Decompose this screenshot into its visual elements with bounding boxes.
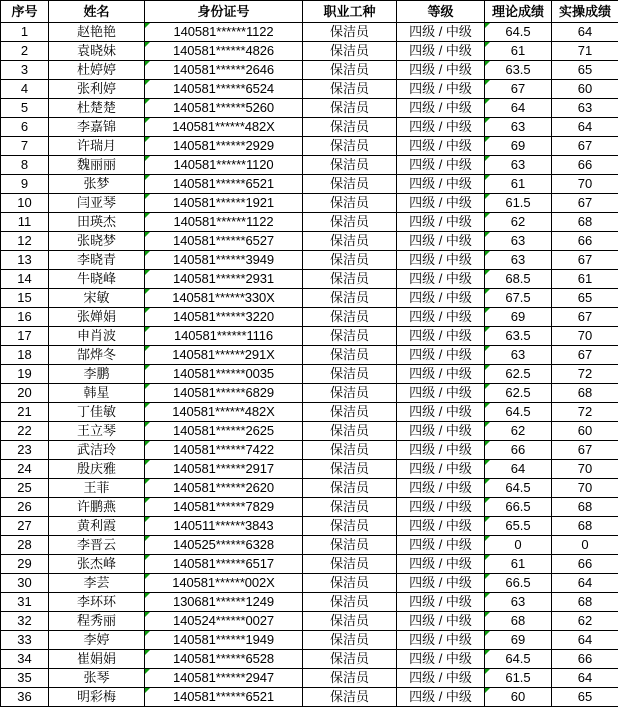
cell-level: 四级 / 中级 [397, 555, 485, 574]
cell-practice: 70 [552, 479, 618, 498]
cell-job: 保洁员 [303, 327, 397, 346]
cell-theory: 63 [485, 156, 552, 175]
cell-level: 四级 / 中级 [397, 23, 485, 42]
cell-practice: 64 [552, 574, 618, 593]
cell-id: 140581******6521 [145, 688, 303, 707]
cell-level: 四级 / 中级 [397, 118, 485, 137]
cell-seq: 6 [1, 118, 49, 137]
cell-job: 保洁员 [303, 23, 397, 42]
cell-seq: 18 [1, 346, 49, 365]
cell-job: 保洁员 [303, 213, 397, 232]
cell-id: 140581******1122 [145, 213, 303, 232]
cell-job: 保洁员 [303, 99, 397, 118]
cell-id: 140581******1921 [145, 194, 303, 213]
cell-id: 140511******3843 [145, 517, 303, 536]
cell-theory: 63 [485, 118, 552, 137]
cell-seq: 2 [1, 42, 49, 61]
cell-theory: 69 [485, 308, 552, 327]
cell-practice: 65 [552, 289, 618, 308]
cell-practice: 68 [552, 384, 618, 403]
cell-practice: 68 [552, 593, 618, 612]
cell-theory: 66.5 [485, 498, 552, 517]
cell-job: 保洁员 [303, 308, 397, 327]
cell-theory: 61.5 [485, 669, 552, 688]
cell-name: 李婷 [49, 631, 145, 650]
cell-seq: 24 [1, 460, 49, 479]
cell-id: 140581******2947 [145, 669, 303, 688]
cell-job: 保洁员 [303, 61, 397, 80]
cell-theory: 63 [485, 251, 552, 270]
cell-job: 保洁员 [303, 80, 397, 99]
cell-name: 张晓梦 [49, 232, 145, 251]
cell-level: 四级 / 中级 [397, 327, 485, 346]
cell-name: 张婵娟 [49, 308, 145, 327]
table-row [1, 118, 618, 137]
cell-seq: 14 [1, 270, 49, 289]
cell-theory: 64.5 [485, 403, 552, 422]
cell-level: 四级 / 中级 [397, 650, 485, 669]
cell-seq: 29 [1, 555, 49, 574]
cell-level: 四级 / 中级 [397, 365, 485, 384]
table-row [1, 460, 618, 479]
cell-name: 杜婷婷 [49, 61, 145, 80]
cell-seq: 32 [1, 612, 49, 631]
cell-seq: 35 [1, 669, 49, 688]
cell-practice: 61 [552, 270, 618, 289]
cell-theory: 62.5 [485, 384, 552, 403]
cell-level: 四级 / 中级 [397, 99, 485, 118]
cell-job: 保洁员 [303, 194, 397, 213]
cell-practice: 67 [552, 308, 618, 327]
cell-name: 李芸 [49, 574, 145, 593]
table-row [1, 327, 618, 346]
cell-job: 保洁员 [303, 479, 397, 498]
cell-practice: 66 [552, 555, 618, 574]
cell-job: 保洁员 [303, 137, 397, 156]
cell-level: 四级 / 中级 [397, 631, 485, 650]
cell-theory: 62.5 [485, 365, 552, 384]
table-row [1, 555, 618, 574]
cell-id: 140581******2931 [145, 270, 303, 289]
cell-name: 许瑞月 [49, 137, 145, 156]
cell-practice: 72 [552, 365, 618, 384]
cell-theory: 66.5 [485, 574, 552, 593]
cell-id: 140581******2929 [145, 137, 303, 156]
cell-theory: 63 [485, 593, 552, 612]
cell-theory: 66 [485, 441, 552, 460]
cell-name: 明彩梅 [49, 688, 145, 707]
cell-id: 140524******0027 [145, 612, 303, 631]
cell-name: 宋敏 [49, 289, 145, 308]
cell-practice: 68 [552, 498, 618, 517]
cell-practice: 65 [552, 688, 618, 707]
cell-practice: 0 [552, 536, 618, 555]
cell-seq: 8 [1, 156, 49, 175]
cell-job: 保洁员 [303, 650, 397, 669]
cell-name: 丁佳敏 [49, 403, 145, 422]
cell-job: 保洁员 [303, 498, 397, 517]
cell-name: 王立琴 [49, 422, 145, 441]
cell-name: 魏丽丽 [49, 156, 145, 175]
cell-practice: 66 [552, 650, 618, 669]
cell-name: 袁晓妹 [49, 42, 145, 61]
cell-id: 140581******2646 [145, 61, 303, 80]
cell-job: 保洁员 [303, 574, 397, 593]
cell-practice: 72 [552, 403, 618, 422]
cell-level: 四级 / 中级 [397, 384, 485, 403]
cell-practice: 64 [552, 23, 618, 42]
cell-seq: 25 [1, 479, 49, 498]
cell-seq: 15 [1, 289, 49, 308]
cell-name: 崔娟娟 [49, 650, 145, 669]
cell-job: 保洁员 [303, 688, 397, 707]
cell-name: 张利婷 [49, 80, 145, 99]
cell-practice: 70 [552, 175, 618, 194]
table-row [1, 441, 618, 460]
table-row [1, 289, 618, 308]
cell-level: 四级 / 中级 [397, 270, 485, 289]
cell-theory: 0 [485, 536, 552, 555]
cell-level: 四级 / 中级 [397, 574, 485, 593]
table-row [1, 194, 618, 213]
cell-level: 四级 / 中级 [397, 42, 485, 61]
cell-id: 140581******0035 [145, 365, 303, 384]
cell-job: 保洁员 [303, 270, 397, 289]
table-row [1, 669, 618, 688]
cell-id: 140581******330X [145, 289, 303, 308]
cell-seq: 13 [1, 251, 49, 270]
table-row [1, 479, 618, 498]
cell-level: 四级 / 中级 [397, 137, 485, 156]
cell-job: 保洁员 [303, 441, 397, 460]
cell-id: 140581******1122 [145, 23, 303, 42]
table-row [1, 251, 618, 270]
cell-id: 140581******4826 [145, 42, 303, 61]
cell-level: 四级 / 中级 [397, 669, 485, 688]
cell-name: 许鹏燕 [49, 498, 145, 517]
cell-job: 保洁员 [303, 365, 397, 384]
cell-practice: 67 [552, 441, 618, 460]
cell-job: 保洁员 [303, 118, 397, 137]
table-row [1, 61, 618, 80]
cell-level: 四级 / 中级 [397, 479, 485, 498]
cell-id: 140581******6517 [145, 555, 303, 574]
cell-practice: 64 [552, 669, 618, 688]
cell-name: 张杰峰 [49, 555, 145, 574]
cell-practice: 71 [552, 42, 618, 61]
cell-id: 140581******2625 [145, 422, 303, 441]
cell-job: 保洁员 [303, 422, 397, 441]
cell-id: 130681******1249 [145, 593, 303, 612]
column-header-practice: 实操成绩 [552, 1, 618, 23]
cell-level: 四级 / 中级 [397, 593, 485, 612]
table-row [1, 23, 618, 42]
column-header-level: 等级 [397, 1, 485, 23]
cell-name: 程秀丽 [49, 612, 145, 631]
cell-id: 140581******1116 [145, 327, 303, 346]
cell-theory: 61 [485, 42, 552, 61]
table-row [1, 270, 618, 289]
column-header-id: 身份证号 [145, 1, 303, 23]
cell-name: 黄利霞 [49, 517, 145, 536]
cell-id: 140581******3220 [145, 308, 303, 327]
cell-practice: 67 [552, 137, 618, 156]
column-header-theory: 理论成绩 [485, 1, 552, 23]
cell-theory: 69 [485, 137, 552, 156]
table-row [1, 384, 618, 403]
table-row [1, 403, 618, 422]
table-row [1, 80, 618, 99]
cell-theory: 64 [485, 460, 552, 479]
cell-name: 李晓青 [49, 251, 145, 270]
cell-level: 四级 / 中级 [397, 156, 485, 175]
cell-job: 保洁员 [303, 612, 397, 631]
cell-name: 郜烨冬 [49, 346, 145, 365]
cell-theory: 68 [485, 612, 552, 631]
table-row [1, 422, 618, 441]
table-row [1, 650, 618, 669]
cell-job: 保洁员 [303, 403, 397, 422]
cell-practice: 65 [552, 61, 618, 80]
cell-name: 王菲 [49, 479, 145, 498]
cell-seq: 4 [1, 80, 49, 99]
cell-seq: 26 [1, 498, 49, 517]
cell-seq: 28 [1, 536, 49, 555]
cell-name: 殷庆雅 [49, 460, 145, 479]
cell-theory: 61.5 [485, 194, 552, 213]
cell-job: 保洁员 [303, 593, 397, 612]
cell-practice: 66 [552, 156, 618, 175]
table-row [1, 517, 618, 536]
cell-theory: 68.5 [485, 270, 552, 289]
cell-job: 保洁员 [303, 555, 397, 574]
cell-theory: 69 [485, 631, 552, 650]
cell-name: 申肖波 [49, 327, 145, 346]
cell-id: 140581******7829 [145, 498, 303, 517]
cell-practice: 64 [552, 631, 618, 650]
cell-level: 四级 / 中级 [397, 688, 485, 707]
cell-job: 保洁员 [303, 346, 397, 365]
column-header-job: 职业工种 [303, 1, 397, 23]
cell-practice: 67 [552, 346, 618, 365]
cell-seq: 16 [1, 308, 49, 327]
cell-job: 保洁员 [303, 156, 397, 175]
cell-name: 李嘉锦 [49, 118, 145, 137]
cell-id: 140581******6521 [145, 175, 303, 194]
cell-level: 四级 / 中级 [397, 213, 485, 232]
table-row [1, 137, 618, 156]
cell-id: 140525******6328 [145, 536, 303, 555]
cell-name: 田瑛杰 [49, 213, 145, 232]
cell-level: 四级 / 中级 [397, 251, 485, 270]
cell-seq: 10 [1, 194, 49, 213]
cell-id: 140581******482X [145, 118, 303, 137]
cell-id: 140581******291X [145, 346, 303, 365]
cell-name: 李环环 [49, 593, 145, 612]
cell-level: 四级 / 中级 [397, 403, 485, 422]
cell-practice: 60 [552, 80, 618, 99]
cell-seq: 17 [1, 327, 49, 346]
cell-theory: 63.5 [485, 327, 552, 346]
cell-practice: 67 [552, 194, 618, 213]
table-row [1, 612, 618, 631]
cell-practice: 67 [552, 251, 618, 270]
cell-theory: 63 [485, 346, 552, 365]
cell-practice: 63 [552, 99, 618, 118]
cell-name: 张梦 [49, 175, 145, 194]
cell-job: 保洁员 [303, 669, 397, 688]
cell-theory: 63.5 [485, 61, 552, 80]
cell-level: 四级 / 中级 [397, 346, 485, 365]
cell-job: 保洁员 [303, 536, 397, 555]
cell-id: 140581******1949 [145, 631, 303, 650]
cell-seq: 9 [1, 175, 49, 194]
cell-seq: 34 [1, 650, 49, 669]
cell-level: 四级 / 中级 [397, 308, 485, 327]
cell-job: 保洁员 [303, 42, 397, 61]
cell-level: 四级 / 中级 [397, 422, 485, 441]
cell-seq: 11 [1, 213, 49, 232]
cell-job: 保洁员 [303, 384, 397, 403]
cell-id: 140581******1120 [145, 156, 303, 175]
cell-practice: 62 [552, 612, 618, 631]
cell-seq: 20 [1, 384, 49, 403]
table-row [1, 498, 618, 517]
cell-practice: 68 [552, 517, 618, 536]
table-row [1, 688, 618, 707]
cell-level: 四级 / 中级 [397, 289, 485, 308]
table-row [1, 42, 618, 61]
cell-job: 保洁员 [303, 460, 397, 479]
table-row [1, 593, 618, 612]
cell-name: 韩星 [49, 384, 145, 403]
cell-seq: 23 [1, 441, 49, 460]
cell-seq: 33 [1, 631, 49, 650]
cell-theory: 62 [485, 422, 552, 441]
table-row [1, 365, 618, 384]
cell-id: 140581******2917 [145, 460, 303, 479]
cell-level: 四级 / 中级 [397, 61, 485, 80]
table-row [1, 308, 618, 327]
cell-level: 四级 / 中级 [397, 517, 485, 536]
table-row [1, 99, 618, 118]
cell-seq: 12 [1, 232, 49, 251]
table-row [1, 631, 618, 650]
cell-seq: 7 [1, 137, 49, 156]
column-header-name: 姓名 [49, 1, 145, 23]
cell-name: 闫亚琴 [49, 194, 145, 213]
cell-level: 四级 / 中级 [397, 194, 485, 213]
table-row [1, 175, 618, 194]
cell-name: 赵艳艳 [49, 23, 145, 42]
cell-seq: 27 [1, 517, 49, 536]
cell-theory: 60 [485, 688, 552, 707]
cell-id: 140581******6524 [145, 80, 303, 99]
cell-practice: 68 [552, 213, 618, 232]
cell-job: 保洁员 [303, 517, 397, 536]
cell-id: 140581******482X [145, 403, 303, 422]
cell-level: 四级 / 中级 [397, 612, 485, 631]
cell-theory: 64 [485, 99, 552, 118]
cell-theory: 61 [485, 555, 552, 574]
cell-job: 保洁员 [303, 175, 397, 194]
cell-name: 李鹏 [49, 365, 145, 384]
cell-seq: 21 [1, 403, 49, 422]
cell-level: 四级 / 中级 [397, 536, 485, 555]
cell-level: 四级 / 中级 [397, 441, 485, 460]
cell-theory: 63 [485, 232, 552, 251]
table-row [1, 232, 618, 251]
cell-level: 四级 / 中级 [397, 232, 485, 251]
cell-seq: 19 [1, 365, 49, 384]
cell-theory: 64.5 [485, 650, 552, 669]
cell-job: 保洁员 [303, 289, 397, 308]
cell-theory: 61 [485, 175, 552, 194]
table-body [1, 23, 618, 707]
table-row [1, 574, 618, 593]
cell-theory: 67 [485, 80, 552, 99]
cell-id: 140581******6528 [145, 650, 303, 669]
cell-theory: 64.5 [485, 23, 552, 42]
cell-seq: 22 [1, 422, 49, 441]
column-header-seq: 序号 [1, 1, 49, 23]
cell-theory: 65.5 [485, 517, 552, 536]
cell-name: 牛晓峰 [49, 270, 145, 289]
cell-seq: 31 [1, 593, 49, 612]
cell-id: 140581******6527 [145, 232, 303, 251]
cell-id: 140581******7422 [145, 441, 303, 460]
cell-id: 140581******2620 [145, 479, 303, 498]
cell-seq: 30 [1, 574, 49, 593]
cell-id: 140581******5260 [145, 99, 303, 118]
cell-id: 140581******6829 [145, 384, 303, 403]
cell-practice: 70 [552, 460, 618, 479]
cell-practice: 60 [552, 422, 618, 441]
cell-id: 140581******3949 [145, 251, 303, 270]
cell-practice: 64 [552, 118, 618, 137]
cell-practice: 70 [552, 327, 618, 346]
cell-seq: 3 [1, 61, 49, 80]
cell-name: 李晋云 [49, 536, 145, 555]
cell-theory: 62 [485, 213, 552, 232]
cell-level: 四级 / 中级 [397, 175, 485, 194]
table-row [1, 156, 618, 175]
cell-practice: 66 [552, 232, 618, 251]
cell-job: 保洁员 [303, 232, 397, 251]
cell-job: 保洁员 [303, 631, 397, 650]
cell-name: 杜楚楚 [49, 99, 145, 118]
cell-seq: 1 [1, 23, 49, 42]
cell-level: 四级 / 中级 [397, 80, 485, 99]
cell-name: 武洁玲 [49, 441, 145, 460]
cell-level: 四级 / 中级 [397, 498, 485, 517]
cell-theory: 67.5 [485, 289, 552, 308]
cell-job: 保洁员 [303, 251, 397, 270]
cell-name: 张琴 [49, 669, 145, 688]
cell-level: 四级 / 中级 [397, 460, 485, 479]
table-row [1, 213, 618, 232]
cell-id: 140581******002X [145, 574, 303, 593]
table-row [1, 346, 618, 365]
cell-seq: 36 [1, 688, 49, 707]
cell-seq: 5 [1, 99, 49, 118]
table-row [1, 536, 618, 555]
table-header-row [1, 1, 618, 23]
cell-theory: 64.5 [485, 479, 552, 498]
